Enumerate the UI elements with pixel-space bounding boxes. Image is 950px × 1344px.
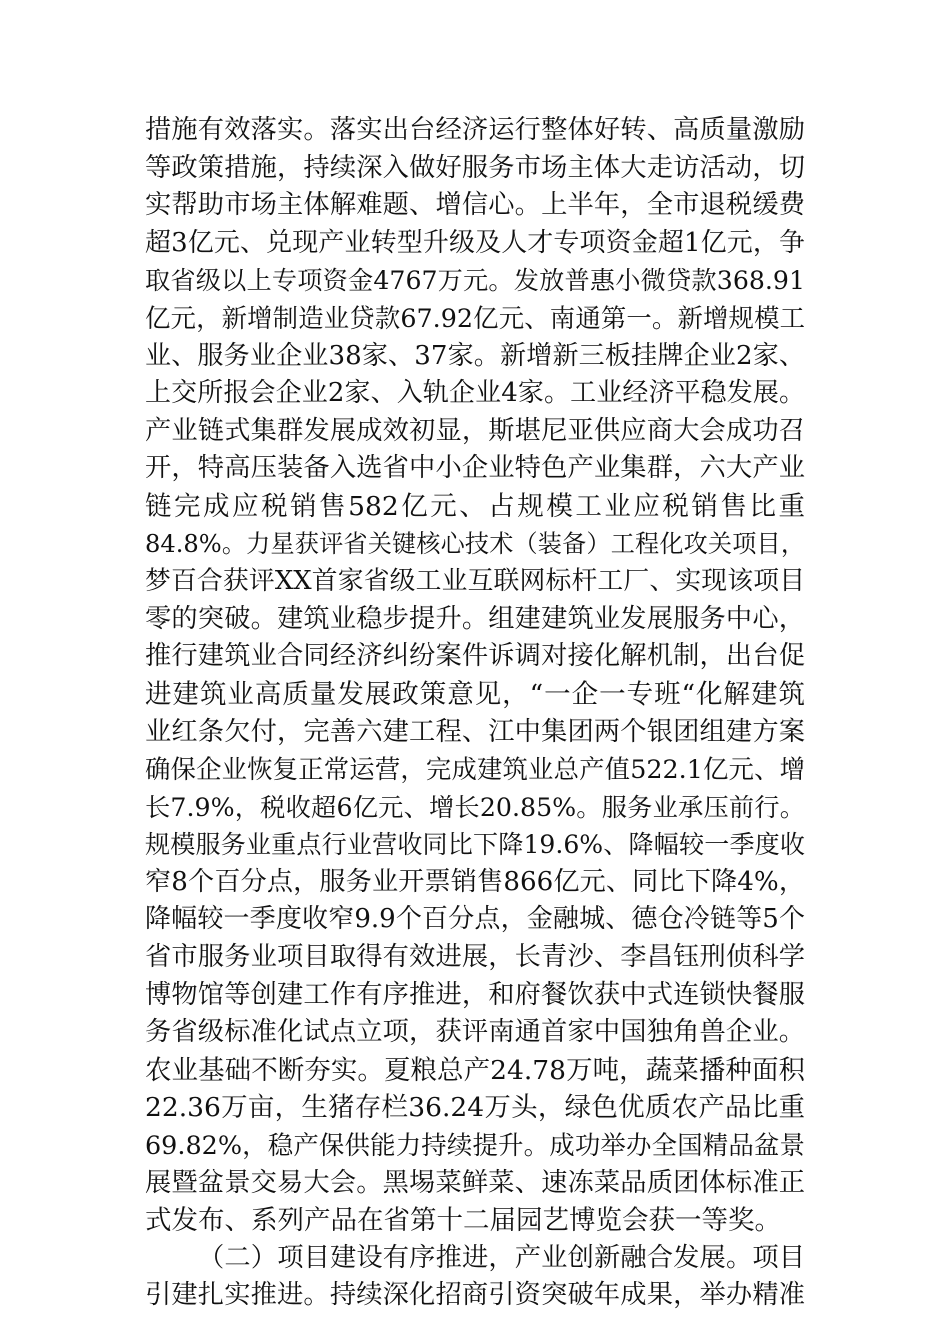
text-line: 务省级标准化试点立项，获评南通首家中国独角兽企业。 <box>145 1017 805 1048</box>
text-line: 22.36万亩，生猪存栏36.24万头，绿色优质农产品比重 <box>145 1092 805 1124</box>
text-line: 农业基础不断夯实。夏粮总产24.78万吨，蔬菜播种面积 <box>145 1054 805 1086</box>
text-line: 措施有效落实。落实出台经济运行整体好转、高质量激励 <box>145 115 805 145</box>
text-line: 推行建筑业合同经济纠纷案件诉调对接化解机制，出台促 <box>145 641 805 672</box>
text-line: 式发布、系列产品在省第十二届园艺博览会获一等奖。 <box>145 1205 781 1237</box>
text-line: 实帮助市场主体解难题、增信心。上半年，全市退税缓费 <box>145 190 805 221</box>
text-line: 梦百合获评XX首家省级工业互联网标杆工厂、实现该项目 <box>145 566 805 597</box>
text-line: 博物馆等创建工作有序推进，和府餐饮获中式连锁快餐服 <box>145 979 805 1010</box>
text-line: 69.82%，稳产保供能力持续提升。成功举办全国精品盆景 <box>145 1130 805 1161</box>
text-line: 亿元，新增制造业贷款67.92亿元、南通第一。新增规模工 <box>145 302 805 333</box>
text-line: 长7.9%，税收超6亿元、增长20.85%。服务业承压前行。 <box>145 792 805 822</box>
text-line: 规模服务业重点行业营收同比下降19.6%、降幅较一季度收 <box>145 830 805 860</box>
text-line: 窄8个百分点，服务业开票销售866亿元、同比下降4%， <box>145 866 805 897</box>
text-line: 零的突破。建筑业稳步提升。组建建筑业发展服务中心， <box>145 603 805 634</box>
text-line: 产业链式集群发展成效初显，斯堪尼亚供应商大会成功召 <box>145 415 805 446</box>
text-line: 链完成应税销售582亿元、占规模工业应税销售比重 <box>145 490 805 522</box>
text-line: 降幅较一季度收窄9.9个百分点，金融城、德仓冷链等5个 <box>145 904 805 935</box>
text-line: 确保企业恢复正常运营，完成建筑业总产值522.1亿元、增 <box>145 754 805 785</box>
text-line: 超3亿元、兑现产业转型升级及人才专项资金超1亿元，争 <box>145 227 805 258</box>
text-line: 省市服务业项目取得有效进展，长青沙、李昌钰刑侦科学 <box>145 942 805 973</box>
text-line: 业、服务业企业38家、37家。新增新三板挂牌企业2家、 <box>145 340 805 371</box>
text-line: 开，特高压装备入选省中小企业特色产业集群，六大产业 <box>145 453 805 484</box>
text-line: 84.8%。力星获评省关键核心技术（装备）工程化攻关项目， <box>145 529 805 558</box>
text-line: 等政策措施，持续深入做好服务市场主体大走访活动，切 <box>145 152 805 183</box>
text-line: 取省级以上专项资金4767万元。发放普惠小微贷款368.91 <box>145 266 805 296</box>
text-line: 展暨盆景交易大会。黑埸菜鲜菜、速冻菜品质团体标准正 <box>145 1167 805 1198</box>
text-line: 引建扎实推进。持续深化招商引资突破年成果，举办精准 <box>145 1280 805 1311</box>
section-heading-line: （二）项目建设有序推进，产业创新融合发展。项目 <box>198 1242 805 1273</box>
text-line: 进建筑业高质量发展政策意见，“一企一专班“化解建筑 <box>145 678 805 710</box>
text-line: 上交所报会企业2家、入轨企业4家。工业经济平稳发展。 <box>145 378 805 409</box>
body-text <box>145 112 805 1315</box>
text-line: 业红条欠付，完善六建工程、江中集团两个银团组建方案 <box>145 716 805 747</box>
